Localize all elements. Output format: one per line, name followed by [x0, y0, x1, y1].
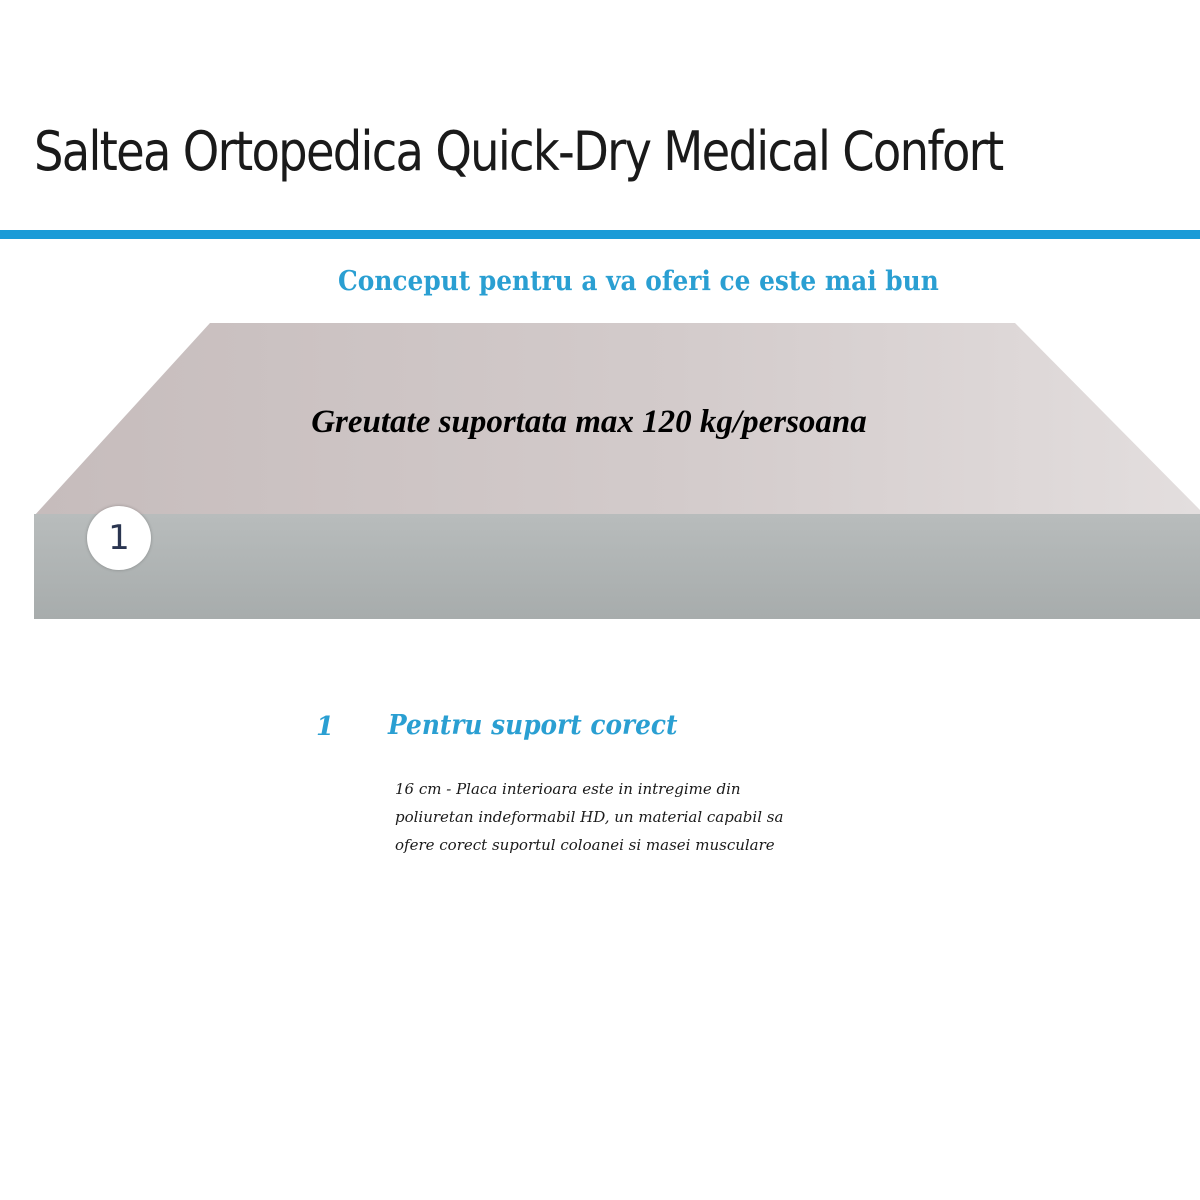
mattress-illustration: [0, 320, 1200, 625]
feature-heading: Pentru suport corect: [388, 710, 678, 741]
mattress-side-layer: [34, 514, 1200, 619]
subtitle: Conceput pentru a va oferi ce este mai bun: [338, 266, 939, 297]
page-title: Saltea Ortopedica Quick-Dry Medical Confort: [34, 120, 1003, 183]
feature-number: 1: [316, 712, 335, 742]
layer-number-badge: 1: [87, 506, 151, 570]
feature-description: [395, 775, 915, 859]
title-divider: [0, 230, 1200, 239]
feature-description-line: ofere corect suportul coloanei si masei musculare: [395, 836, 775, 854]
feature-description-line: 16 cm - Placa interioara este in intregime din: [395, 780, 741, 798]
weight-capacity-label: Greutate suportata max 120 kg/persoana: [311, 404, 867, 440]
feature-description-line: poliuretan indeformabil HD, un material capabil sa: [395, 808, 784, 826]
